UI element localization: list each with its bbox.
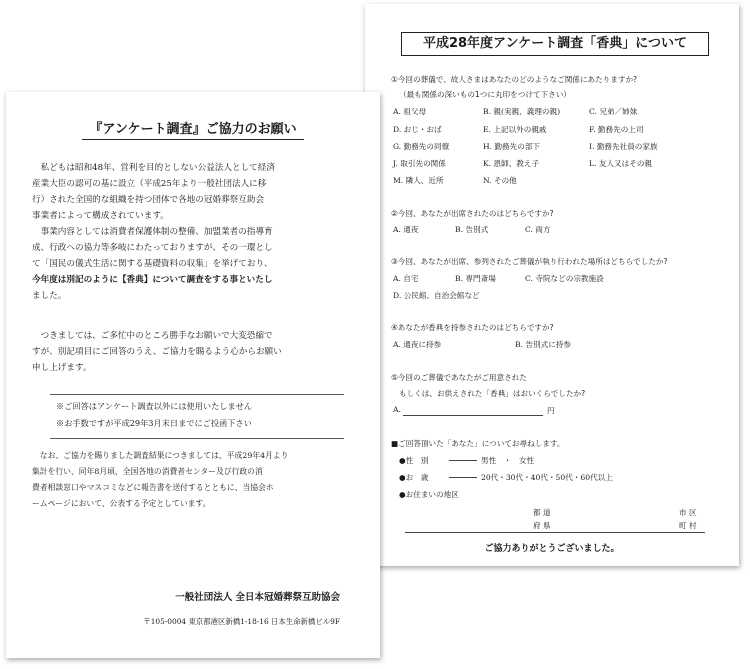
- q2-option: B. 告別式: [455, 225, 489, 234]
- q1-option: E. 上記以外の親戚: [483, 125, 547, 134]
- text-line: 私どもは昭和48年、営利を目的としない公益法人として経済: [40, 163, 275, 173]
- note-line: ※お手数ですが平成29年3月末日までにご投函下さい: [56, 418, 252, 428]
- divider: [50, 394, 344, 395]
- paragraph-2: [32, 328, 354, 376]
- address-line: [405, 532, 705, 533]
- text-line: 申し上げます。: [32, 363, 92, 373]
- text-line: 行）された全国的な組織を持つ団体で各地の冠婚葬祭互助会: [32, 195, 265, 205]
- note-line: ※ご回答はアンケート調査以外には使用いたしません: [56, 401, 253, 411]
- divider: [50, 438, 344, 439]
- paragraph-1: [32, 160, 354, 304]
- q5-answer-label: A.: [393, 405, 401, 414]
- survey-title: 平成28年度アンケート調査「香典」について: [401, 32, 709, 56]
- q1-option: D. おじ・おば: [393, 125, 442, 134]
- address-shi: 市 区: [679, 508, 697, 517]
- text-line: ました。: [32, 291, 67, 301]
- letter-title: 『アンケート調査』ご協力のお願い: [89, 122, 297, 137]
- q1-option: M. 隣人、近所: [393, 176, 444, 185]
- q4-option: B. 告別式に持参: [515, 340, 571, 349]
- q1-option: L. 友人又はその親: [589, 159, 653, 168]
- text-line: なお、ご協力を賜りました調査結果につきましては、平成29年4月より: [39, 451, 289, 460]
- leader-line: [449, 460, 477, 461]
- answer-line: [403, 415, 543, 416]
- q3-option: C. 寺院などの宗教施設: [525, 274, 604, 283]
- question-1-note: （最も関係の深いもの1つに丸印をつけて下さい）: [399, 90, 571, 99]
- age-values: 20代・30代・40代・50代・60代以上: [481, 473, 613, 482]
- q3-option: D. 公民館、自治会館など: [393, 291, 480, 300]
- leader-line: [449, 477, 477, 478]
- question-4: ④あなたが香典を持参されたのはどちらですか?: [391, 323, 554, 332]
- question-1: ①今回の葬儀で、故人さまはあなたのどのようなご関係にあたりますか?: [391, 75, 638, 84]
- q2-option: A. 通夜: [393, 225, 419, 234]
- text-line: 今年度は別記のように【香典】について調査をする事といたし: [32, 275, 273, 285]
- residence-label: ●お住まいの地区: [399, 490, 459, 499]
- q1-option: G. 勤務先の同僚: [393, 142, 450, 151]
- q1-option: B. 親(実親、義理の親): [483, 107, 561, 116]
- address-to: 都 道: [533, 508, 551, 517]
- q1-option: J. 取引先の関係: [393, 159, 446, 168]
- text-line: 費者相談窓口やマスコミなどに報告書を送付するとともに、当協会ホ: [32, 483, 274, 492]
- address-cho: 町 村: [679, 521, 697, 530]
- title-underline: [82, 139, 304, 140]
- organization-name: 一般社団法人 全日本冠婚葬祭互助協会: [175, 592, 340, 603]
- text-line: 事業者によって構成されています。: [32, 211, 169, 221]
- q2-option: C. 両方: [525, 225, 551, 234]
- q1-option: F. 勤務先の上司: [589, 125, 644, 134]
- q1-option: H. 勤務先の部下: [483, 142, 541, 151]
- organization-address: 〒105-0004 東京都港区新橋1-18-16 日本生命新橋ビル9F: [143, 617, 340, 626]
- text-line: つきましては、ご多忙中のところ勝手なお願いで大変恐縮で: [40, 331, 273, 341]
- gender-label: ●性 別: [399, 456, 429, 465]
- gender-values: 男性 ・ 女性: [481, 456, 535, 465]
- q1-option: N. その他: [483, 176, 517, 185]
- thanks-message: ご協力ありがとうございました。: [484, 544, 620, 554]
- survey-sheet: [365, 4, 739, 566]
- q4-option: A. 通夜に持参: [393, 340, 442, 349]
- profile-heading: ■ご回答頂いた「あなた」についてお尋ねします。: [391, 439, 565, 448]
- text-line: ームページにおいて、公表する予定としています。: [32, 499, 211, 508]
- notes: [56, 398, 252, 432]
- address-fu: 府 県: [533, 521, 551, 530]
- request-letter-sheet: [6, 92, 380, 658]
- text-line: 事業内容としては消費者保護体制の整備、加盟業者の指導育: [40, 227, 273, 237]
- question-5-b: もしくは、お供えされた「香典」はおいくらでしたか?: [399, 389, 586, 398]
- age-label: ●お 歳: [399, 473, 429, 482]
- question-3: ③今回、あなたが出席、参列されたご葬儀が執り行われた場所はどちらでしたか?: [391, 257, 668, 266]
- closing-paragraph: [32, 448, 354, 512]
- text-line: 成、行政への協力等多岐にわたっておりますが、その一環とし: [32, 243, 273, 253]
- q5-unit: 円: [547, 406, 555, 415]
- text-line: 産業大臣の認可の基に設立（平成25年より一般社団法人に移: [32, 179, 267, 189]
- question-5: ⑤今回のご葬儀であなたがご用意された: [391, 373, 527, 382]
- q3-option: B. 専門斎場: [455, 274, 496, 283]
- q1-option: K. 恩師、教え子: [483, 159, 540, 168]
- q3-option: A. 自宅: [393, 274, 419, 283]
- text-line: すが、別記項目にご回答のうえ、ご協力を賜るよう心からお願い: [32, 347, 282, 357]
- text-line: 集計を行い、同年8月頃、全国各地の消費者センター及び行政の消: [32, 467, 263, 476]
- q1-option: I. 勤務先社員の家族: [589, 142, 658, 151]
- q1-option: C. 兄弟／姉妹: [589, 107, 638, 116]
- text-line: て「国民の儀式生活に関する基礎資料の収集」を挙げており、: [32, 259, 273, 269]
- question-2: ②今回、あなたが出席されたのはどちらですか?: [391, 209, 554, 218]
- q1-option: A. 祖父母: [393, 107, 427, 116]
